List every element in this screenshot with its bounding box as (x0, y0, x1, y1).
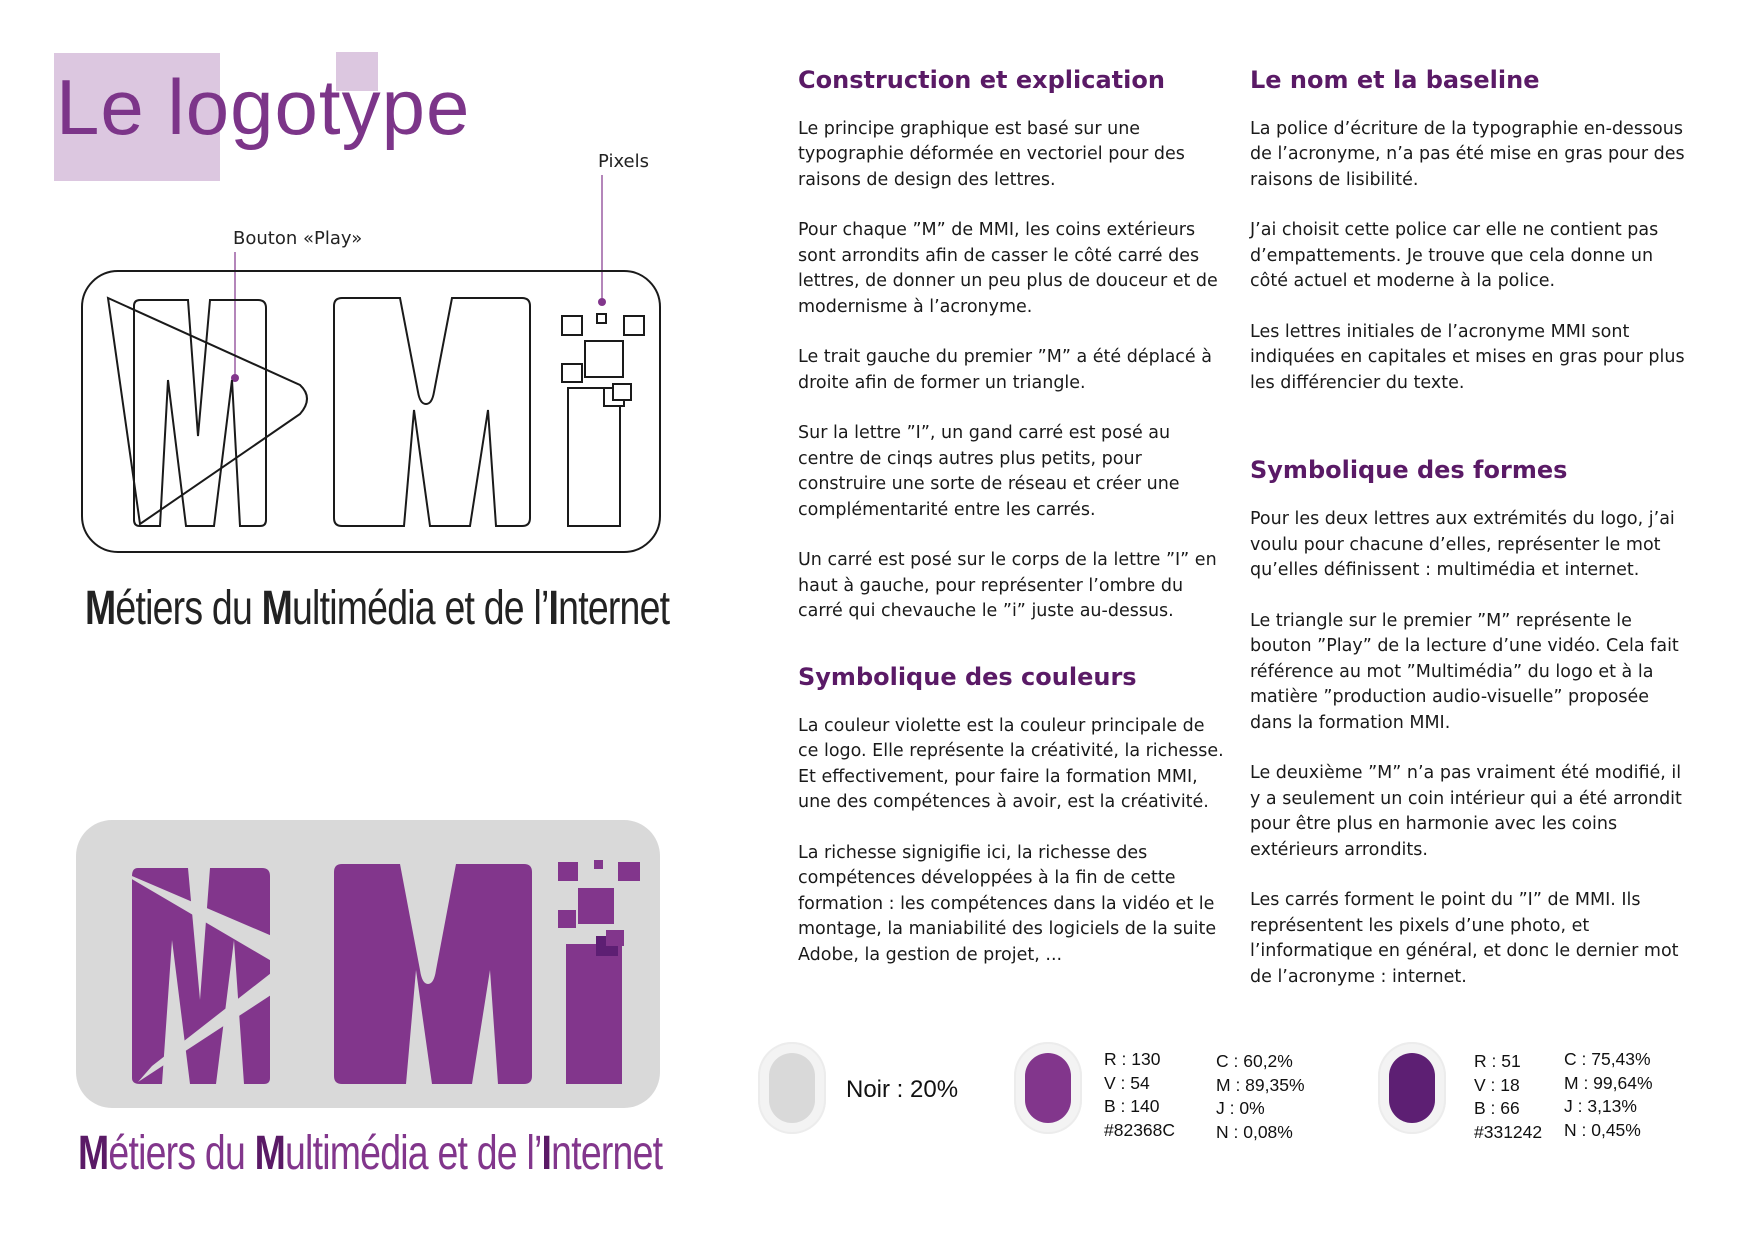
logo-color-pixel (558, 862, 578, 881)
column-construction (798, 66, 1228, 993)
heading-baseline: Le nom et la baseline (1250, 66, 1540, 94)
baseline-wordmark-purple (78, 1127, 663, 1180)
paragraph: Le trait gauche du premier ”M” a été déplacé à droite afin de former un triangle. (798, 347, 1212, 393)
swatch-purple-j: J : 0% (1216, 1098, 1265, 1118)
swatch-dark-cmjn (1564, 1048, 1653, 1142)
column-baseline (1250, 66, 1696, 1015)
swatch-purple-c: C : 60,2% (1216, 1051, 1293, 1071)
swatch-dark-m: M : 99,64% (1564, 1072, 1653, 1093)
callout-pixels: Pixels (598, 151, 650, 172)
paragraph: Le triangle sur le premier ”M” représente le bouton ”Play” de la lecture d’une vidéo. Cela fait référence au mot ”Multimédia” du logo et à la matière ”production audio-visuelle” proposée dans la formation MMI. (1250, 610, 1679, 733)
logo-color-pixel (618, 862, 640, 881)
swatch-gray (758, 1042, 826, 1134)
logo-outline-m1 (134, 300, 266, 526)
paragraph: La richesse signigifie ici, la richesse des compétences développées à la fin de cette formation : les compétences dans la vidéo et le montage, la maniabilité des logiciels de la suite Adobe, la gestion de projet, ... (798, 842, 1217, 965)
swatch-dark-fill (1389, 1053, 1435, 1123)
callout-pixels-dot (598, 298, 606, 306)
baseline-text: nternet (551, 1127, 663, 1180)
baseline-text: ultimédia et de l’ (292, 582, 549, 635)
swatch-purple (1014, 1042, 1082, 1134)
swatch-purple-hex: #82368C (1104, 1119, 1176, 1140)
swatch-purple-cmjn (1216, 1050, 1305, 1144)
logo-color-pixel (558, 910, 576, 928)
logo-color-pixel (606, 930, 624, 946)
baseline-wordmark-black (85, 582, 670, 635)
logo-outline-pixel (562, 316, 582, 335)
page-title: Le logotype (56, 63, 471, 151)
callout-play: Bouton «Play» (233, 228, 363, 249)
paragraph: Pour les deux lettres aux extrémités du logo, j’ai voulu pour chacune d’elles, représenter le mot qu’elles définissent : multimédia et internet. (1250, 509, 1675, 581)
logo-outline-m2 (334, 298, 530, 526)
baseline-initial: I (548, 582, 559, 635)
baseline-text: ultimédia et de l’ (285, 1127, 542, 1180)
logo-outline-pixel (597, 314, 606, 323)
heading-couleurs: Symbolique des couleurs (798, 662, 1137, 691)
logo-outline-pixel (624, 316, 644, 335)
swatch-purple-r: R : 130 (1104, 1049, 1161, 1069)
swatch-purple-rvb (1104, 1048, 1175, 1142)
logo-outline (0, 0, 700, 560)
logo-outline-i-stem (568, 388, 620, 526)
logo-outline-pixel-large (585, 341, 623, 377)
paragraph: Le principe graphique est basé sur une typographie déformée en vectoriel pour des raisons de design des lettres. (798, 118, 1185, 190)
baseline-initial: M (254, 1127, 286, 1180)
baseline-text: étiers du (115, 582, 262, 635)
swatch-dark-r: R : 51 (1474, 1051, 1521, 1071)
swatch-dark-b: B : 66 (1474, 1098, 1520, 1118)
baseline-initial: M (261, 582, 293, 635)
logo-color (0, 780, 700, 1120)
baseline-initial: M (85, 582, 116, 635)
logo-color-pixel (594, 860, 603, 869)
swatch-dark-n: N : 0,45% (1564, 1119, 1641, 1140)
paragraph: La police d’écriture de la typographie en-dessous de l’acronyme, n’a pas été mise en gras pour des raisons de lisibilité. (1250, 118, 1685, 190)
logo-outline-pixel (562, 364, 582, 382)
heading-construction: Construction et explication (798, 66, 1165, 94)
swatch-purple-b: B : 140 (1104, 1096, 1160, 1116)
paragraph: J’ai choisit cette police car elle ne contient pas d’empattements. Je trouve que cela donne un côté actuel et moderne à la police. (1250, 220, 1659, 292)
paragraph: Pour chaque ”M” de MMI, les coins extérieurs sont arrondits afin de casser le côté carré des lettres, de donner un peu plus de douceur et de modernisme à l’acronyme. (798, 220, 1218, 317)
heading-formes: Symbolique des formes (1250, 456, 1568, 485)
logo-color-pixel-large (578, 888, 614, 924)
swatch-purple-fill (1025, 1053, 1071, 1123)
swatch-dark-j: J : 3,13% (1564, 1096, 1637, 1116)
logo-outline-frame (82, 271, 660, 552)
paragraph: Un carré est posé sur le corps de la lettre ”I” en haut à gauche, pour représenter l’ombre du carré qui chevauche le ”i” juste au-dessus. (798, 550, 1217, 622)
baseline-initial: I (541, 1127, 552, 1180)
paragraph: Sur la lettre ”I”, un gand carré est posé au centre de cinqs autres plus petits, pour construire une sorte de réseau et créer une complémentarité entre les carrés. (798, 423, 1180, 520)
swatch-dark-v: V : 18 (1474, 1074, 1520, 1095)
swatch-dark (1378, 1042, 1446, 1134)
swatch-dark-c: C : 75,43% (1564, 1049, 1651, 1069)
logo-color-i-stem (566, 944, 622, 1084)
swatch-purple-n: N : 0,08% (1216, 1121, 1293, 1142)
swatch-dark-rvb (1474, 1050, 1542, 1144)
swatch-gray-fill (769, 1053, 815, 1123)
swatch-purple-m: M : 89,35% (1216, 1074, 1305, 1095)
logo-outline-pixel (613, 384, 631, 400)
paragraph: Les carrés forment le point du ”I” de MMI. Ils représentent les pixels d’une photo, et l’informatique en général, et donc le dernier mot de l’acronyme : internet. (1250, 890, 1679, 987)
paragraph: Le deuxième ”M” n’a pas vraiment été modifié, il y a seulement un coin intérieur qui a été arrondit pour être plus en harmonie avec les coins extérieurs arrondits. (1250, 763, 1682, 860)
paragraph: Les lettres initiales de l’acronyme MMI sont indiquées en capitales et mises en gras pour plus les différencier du texte. (1250, 321, 1685, 393)
swatch-dark-hex: #331242 (1474, 1121, 1543, 1142)
baseline-initial: M (78, 1127, 109, 1180)
baseline-text: étiers du (108, 1127, 255, 1180)
swatch-purple-v: V : 54 (1104, 1072, 1150, 1093)
swatch-gray-label: Noir : 20% (846, 1076, 959, 1103)
baseline-text: nternet (558, 582, 670, 635)
paragraph: La couleur violette est la couleur principale de ce logo. Elle représente la créativité, la richesse. Et effectivement, pour faire la formation MMI, une des compétences à avoir, est la créativité. (798, 715, 1224, 813)
